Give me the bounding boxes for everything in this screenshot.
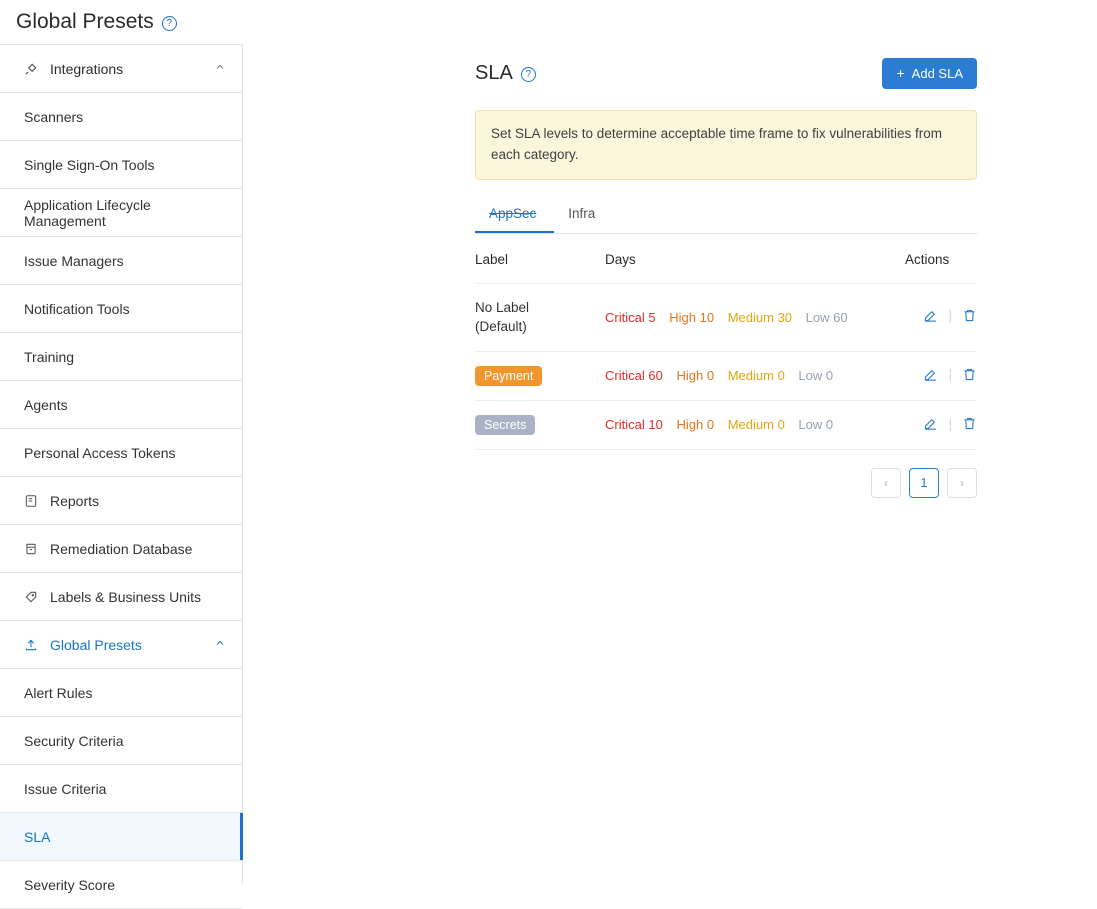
sla-tabs	[475, 198, 977, 234]
sla-header	[475, 50, 977, 96]
sidebar	[0, 44, 243, 893]
action-separator: |	[948, 308, 952, 324]
cell-label	[475, 283, 605, 351]
sla-low: Low 0	[798, 417, 834, 433]
sidebar-item-label: Issue Criteria	[24, 780, 107, 797]
pagination-next-button[interactable]: ›	[947, 468, 977, 498]
sidebar-item-application-lifecycle-management[interactable]	[0, 189, 242, 237]
cell-days	[605, 400, 905, 449]
chevron-up-icon	[214, 61, 226, 76]
help-circle-icon[interactable]: ?	[162, 16, 177, 31]
sidebar-item-labels-business-units[interactable]	[0, 573, 242, 621]
sidebar-item-issue-criteria[interactable]	[0, 765, 242, 813]
sidebar-item-label: Labels & Business Units	[50, 588, 201, 605]
sidebar-group-global-presets[interactable]	[0, 621, 242, 669]
column-header-label: Label	[475, 234, 605, 284]
section-title: SLA	[475, 61, 513, 84]
cell-actions	[905, 283, 977, 351]
cell-actions	[905, 351, 977, 400]
sidebar-item-reports[interactable]	[0, 477, 242, 525]
sla-low: Low 60	[805, 309, 848, 325]
sidebar-item-security-criteria[interactable]	[0, 717, 242, 765]
sidebar-item-remediation-database[interactable]	[0, 525, 242, 573]
delete-icon[interactable]	[962, 367, 977, 382]
info-banner: Set SLA levels to determine acceptable time frame to fix vulnerabilities from each category.	[475, 110, 977, 180]
tab-label: Infra	[568, 205, 596, 221]
cell-days	[605, 283, 905, 351]
sidebar-item-training[interactable]	[0, 333, 242, 381]
sidebar-item-label: Agents	[24, 396, 68, 413]
add-sla-button[interactable]	[882, 58, 977, 89]
tab-infra[interactable]	[554, 198, 613, 233]
sidebar-item-notification-tools[interactable]	[0, 285, 242, 333]
main-content	[243, 44, 1097, 883]
delete-icon[interactable]	[962, 308, 977, 323]
tab-label: AppSec	[489, 205, 537, 221]
table-row	[475, 400, 977, 449]
database-icon	[22, 542, 40, 556]
row-label-no-label	[475, 298, 605, 337]
sidebar-item-label: Single Sign-On Tools	[24, 156, 155, 173]
pagination-page-1[interactable]: 1	[909, 468, 939, 498]
sidebar-item-label: Issue Managers	[24, 252, 124, 269]
sidebar-item-label: Remediation Database	[50, 540, 193, 557]
table-header-row	[475, 234, 977, 284]
table-row	[475, 283, 977, 351]
add-sla-label: Add SLA	[911, 65, 963, 81]
column-header-days: Days	[605, 234, 905, 284]
table-row	[475, 351, 977, 400]
action-separator: |	[948, 366, 952, 382]
sla-medium: Medium 0	[727, 417, 785, 433]
edit-icon[interactable]	[923, 416, 938, 431]
sla-high: High 0	[676, 368, 715, 384]
sla-high: High 10	[669, 309, 715, 325]
plus-icon: +	[896, 65, 905, 81]
sidebar-item-label: Severity Score	[24, 876, 116, 893]
label-chip-payment: Payment	[475, 366, 542, 386]
sidebar-item-issue-managers[interactable]	[0, 237, 242, 285]
sla-critical: Critical 60	[605, 368, 663, 384]
action-separator: |	[948, 415, 952, 431]
column-header-actions: Actions	[905, 234, 977, 284]
label-chip-secrets: Secrets	[475, 415, 535, 435]
tab-appsec[interactable]	[475, 198, 554, 233]
sidebar-item-label: Training	[24, 348, 75, 365]
pagination-prev-button[interactable]: ‹	[871, 468, 901, 498]
table-body	[475, 283, 977, 449]
sidebar-group-integrations[interactable]	[0, 45, 242, 93]
delete-icon[interactable]	[962, 416, 977, 431]
sidebar-item-label: Reports	[50, 492, 100, 509]
cell-label	[475, 351, 605, 400]
sidebar-item-scanners[interactable]	[0, 93, 242, 141]
sla-low: Low 0	[798, 368, 834, 384]
sidebar-item-label: Notification Tools	[24, 300, 130, 317]
cell-actions	[905, 400, 977, 449]
pagination	[475, 468, 977, 498]
sla-medium: Medium 30	[727, 309, 793, 325]
plug-icon	[22, 62, 40, 76]
sla-medium: Medium 0	[727, 368, 785, 384]
sla-panel	[475, 50, 977, 498]
sla-high: High 0	[676, 417, 715, 433]
sidebar-item-label: Security Criteria	[24, 732, 124, 749]
sidebar-item-personal-access-tokens[interactable]	[0, 429, 242, 477]
edit-icon[interactable]	[923, 308, 938, 323]
cell-label	[475, 400, 605, 449]
sidebar-item-label: Scanners	[24, 108, 84, 125]
sidebar-item-label: Application Lifecycle Management	[24, 196, 151, 229]
table-head	[475, 234, 977, 284]
row-label-line2: (Default)	[475, 319, 527, 335]
help-circle-icon[interactable]: ?	[521, 67, 536, 82]
sidebar-item-severity-score[interactable]	[0, 861, 242, 909]
sidebar-item-label: Personal Access Tokens	[24, 444, 176, 461]
row-label-line1: No Label	[475, 299, 530, 315]
page-title: Global Presets	[16, 10, 154, 33]
page-header	[0, 0, 1097, 44]
upload-icon	[22, 638, 40, 652]
sidebar-item-sla[interactable]	[0, 813, 242, 861]
sla-critical: Critical 10	[605, 417, 663, 433]
sidebar-item-single-sign-on-tools[interactable]	[0, 141, 242, 189]
sidebar-item-agents[interactable]	[0, 381, 242, 429]
cell-days	[605, 351, 905, 400]
edit-icon[interactable]	[923, 367, 938, 382]
report-icon	[22, 494, 40, 508]
sidebar-group-label: Global Presets	[50, 636, 142, 653]
sla-critical: Critical 5	[605, 309, 656, 325]
sidebar-item-alert-rules[interactable]	[0, 669, 242, 717]
sla-table	[475, 234, 977, 450]
sidebar-item-label: SLA	[24, 828, 51, 845]
chevron-up-icon	[214, 637, 226, 652]
sidebar-group-label: Integrations	[50, 60, 124, 77]
body-wrapper	[0, 44, 1097, 893]
tag-icon	[22, 590, 40, 604]
sidebar-item-label: Alert Rules	[24, 684, 93, 701]
